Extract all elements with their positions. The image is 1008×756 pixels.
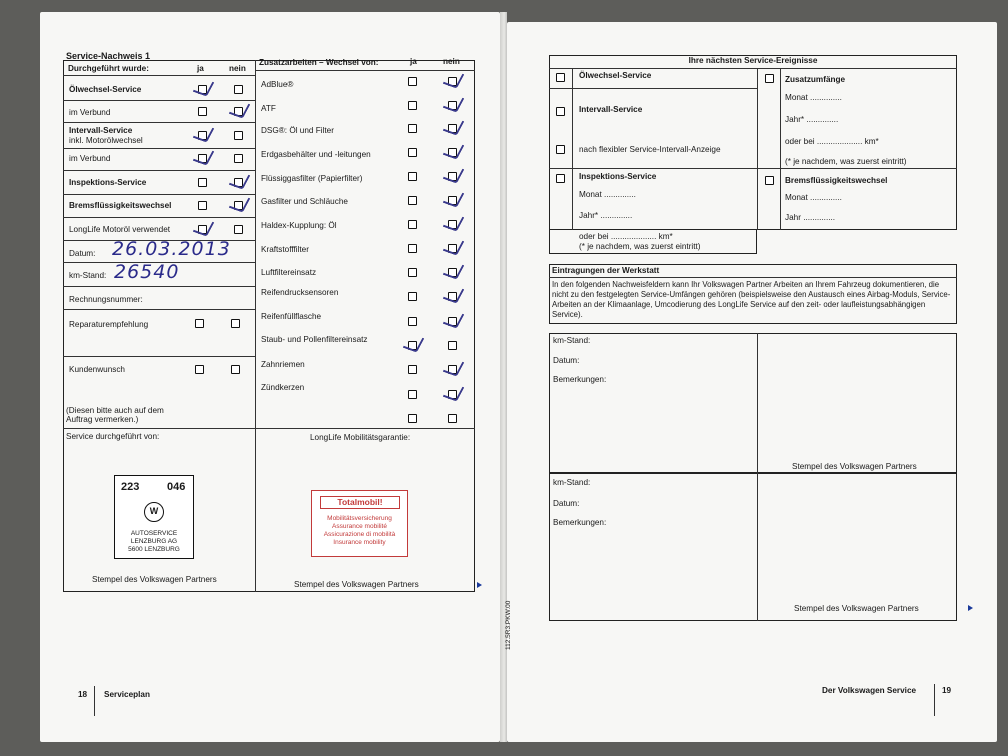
gasfilter-nein-checkbox[interactable] [448,196,457,205]
zusatz-checkbox[interactable] [765,74,774,83]
right-footer-text: Der Volkswagen Service [822,686,917,695]
row-brake-fluid: Bremsflüssigkeitswechsel [69,201,172,210]
stamp-num2: 046 [167,481,186,493]
extra-gasfilter: Gasfilter und Schläuche [261,197,348,206]
totalmobil-title: Totalmobil! [320,496,400,509]
zusatz-jahr: Jahr* .............. [785,115,839,124]
insp-note: (* je nachdem, was zuerst eintritt) [579,242,701,251]
km-label: km-Stand: [69,271,107,280]
extra-dsg: DSG®: Öl und Filter [261,126,334,135]
inspection-ext-box [549,230,757,254]
zusatz-note: (* je nachdem, was zuerst eintritt) [785,157,907,166]
row-interval-sub: inkl. Motorölwechsel [69,136,143,145]
zusatz-label: Zusatzumfänge [785,75,846,84]
brems-jahr: Jahr .............. [785,213,836,222]
brems-next-checkbox[interactable] [765,176,774,185]
row-longlife-oil: LongLife Motoröl verwendet [69,225,171,234]
brems-next-label: Bremsflüssigkeitswechsel [785,176,888,185]
next-service-header: Ihre nächsten Service-Ereignisse [688,56,818,65]
record-box-1 [549,333,957,473]
zusatz-monat: Monat .............. [785,93,842,102]
reparatur-ja-checkbox[interactable] [195,319,204,328]
record2-datum: Datum: [553,499,580,508]
row-interval-service: Intervall-Service [69,126,133,135]
longlife-guarantee-label: LongLife Mobilitätsgarantie: [310,433,411,442]
interval-next-label: Intervall-Service [579,105,643,114]
verbund1-nein-checkbox[interactable] [234,107,243,116]
atf-nein-checkbox[interactable] [448,101,457,110]
service-by-label: Service durchgeführt von: [66,432,160,441]
extra-atf: ATF [261,104,276,113]
extra-pollenfilter: Staub- und Pollenfiltereinsatz [261,335,368,344]
inspection-next-checkbox[interactable] [556,174,565,183]
brake-nein-checkbox[interactable] [234,201,243,210]
red-stamp-line4: Insurance mobility [333,539,386,546]
haldex-ja-checkbox[interactable] [408,220,417,229]
inspection-nein-checkbox[interactable] [234,178,243,187]
red-stamp-line1: Mobilitätsversicherung [327,515,392,522]
insp-monat: Monat .............. [579,190,636,199]
interval-ja-checkbox[interactable] [198,131,207,140]
right-page-number: 19 [942,686,952,695]
luftfilter-ja-checkbox[interactable] [408,268,417,277]
row-im-verbund-2: im Verbund [69,154,111,163]
gasfilter-ja-checkbox[interactable] [408,196,417,205]
longlife-nein-checkbox[interactable] [234,225,243,234]
extra-adblue: AdBlue® [261,80,294,89]
stamp-line3: 5600 LENZBURG [128,546,180,553]
row-im-verbund-1: im Verbund [69,108,111,117]
kunden-ja-checkbox[interactable] [195,365,204,374]
eintragungen-title: Eintragungen der Werkstatt [552,266,660,275]
fluessiggas-nein-checkbox[interactable] [448,172,457,181]
stamp-num1: 223 [121,481,140,493]
extra-kraftstoff: Kraftstofffilter [261,245,309,254]
atf-ja-checkbox[interactable] [408,101,417,110]
brake-ja-checkbox[interactable] [198,201,207,210]
oil-next-checkbox[interactable] [556,73,565,82]
zahnriemen-ja-checkbox[interactable] [408,365,417,374]
oil-service-nein-checkbox[interactable] [234,85,243,94]
inspection-ja-checkbox[interactable] [198,178,207,187]
red-stamp-line3: Assicurazione di mobilità [323,531,396,538]
adblue-ja-checkbox[interactable] [408,77,417,86]
extra-haldex: Haldex-Kupplung: Öl [261,221,337,230]
col-ja-2: ja [410,57,417,66]
left-title: Service-Nachweis 1 [66,51,151,61]
vw-logo-icon: W [144,502,164,522]
verbund2-nein-checkbox[interactable] [234,154,243,163]
side-code: 112.5R3.PKW.00 [505,600,512,650]
oil-service-ja-checkbox[interactable] [198,85,207,94]
continue-arrow-icon-right [968,605,973,611]
extra-luftfilter: Luftfiltereinsatz [261,268,317,277]
pollenfilter-ja-checkbox[interactable] [408,341,417,350]
adblue-nein-checkbox[interactable] [448,77,457,86]
reparatur-nein-checkbox[interactable] [231,319,240,328]
rechnung-label: Rechnungsnummer: [69,295,143,304]
verbund2-ja-checkbox[interactable] [198,154,207,163]
empty-nein-checkbox[interactable] [448,414,457,423]
next-service-box [549,55,957,230]
col-ja: ja [197,64,204,73]
kraftstoff-ja-checkbox[interactable] [408,244,417,253]
stamp-name: AUTOSERVICE [130,530,178,537]
row-oil-service: Ölwechsel-Service [69,85,142,94]
brems-monat: Monat .............. [785,193,842,202]
luftfilter-nein-checkbox[interactable] [448,268,457,277]
stamp-line2: LENZBURG AG [130,538,178,545]
eintragungen-text: In den folgenden Nachweisfeldern kann Ihr Volkswagen Partner Arbeiten an Ihrem Fahrzeug dokumentieren, die nicht zu den festgelegten Service-Umfängen gehören (beispielsweise den Austausch eines Airbag-Moduls, Service-Arbeiten an der Klimaanlage, Umcodierung des LongLife Service auf den zeit- oder laufleistungsabhängigen Service). [552,280,951,319]
stamp-partner-label-2: Stempel des Volkswagen Partners [294,580,419,589]
oil-next-label: Ölwechsel-Service [579,71,652,80]
record1-datum: Datum: [553,356,580,365]
dsg-ja-checkbox[interactable] [408,124,417,133]
interval-nein-checkbox[interactable] [234,131,243,140]
insp-jahr: Jahr* .............. [579,211,633,220]
record1-km: km-Stand: [553,336,591,345]
red-stamp-line2: Assurance mobilité [332,523,387,530]
zuendkerzen-nein-checkbox[interactable] [448,390,457,399]
erdgas-ja-checkbox[interactable] [408,148,417,157]
reparatur-label: Reparaturempfehlung [69,320,149,329]
left-footer-text: Serviceplan [104,690,150,699]
continue-arrow-icon [477,582,482,588]
col-performed: Durchgeführt wurde: [68,64,149,73]
col-nein-2: nein [443,57,460,66]
kraftstoff-nein-checkbox[interactable] [448,244,457,253]
zahnriemen-nein-checkbox[interactable] [448,365,457,374]
fluessiggas-ja-checkbox[interactable] [408,172,417,181]
extra-zahnriemen: Zahnriemen [261,360,305,369]
reifenfuell-ja-checkbox[interactable] [408,317,417,326]
kunden-nein-checkbox[interactable] [231,365,240,374]
verbund1-ja-checkbox[interactable] [198,107,207,116]
dealer-stamp [114,475,194,559]
record1-stempel: Stempel des Volkswagen Partners [792,462,917,471]
col-nein: nein [229,64,246,73]
datum-value: 26.03.2013 [112,238,231,260]
erdgas-nein-checkbox[interactable] [448,148,457,157]
empty-ja-checkbox[interactable] [408,414,417,423]
row-inspection: Inspektions-Service [69,178,147,187]
datum-label: Datum: [69,249,96,258]
reifenfuell-nein-checkbox[interactable] [448,317,457,326]
totalmobil-stamp [311,490,408,557]
record1-bemerkungen: Bemerkungen: [553,375,607,384]
insp-oder: oder bei .................... km* [579,232,673,241]
extra-fluessiggas: Flüssiggasfilter (Papierfilter) [261,174,363,183]
interval-next-checkbox[interactable] [556,107,565,116]
inspection-next-label: Inspektions-Service [579,172,657,181]
zuendkerzen-ja-checkbox[interactable] [408,390,417,399]
stamp-partner-label: Stempel des Volkswagen Partners [92,575,217,584]
longlife-ja-checkbox[interactable] [198,225,207,234]
extra-reifenfuell: Reifenfüllflasche [261,312,322,321]
extra-title: Zusatzarbeiten – Wechsel von: [259,58,379,67]
dsg-nein-checkbox[interactable] [448,124,457,133]
extra-zuendkerzen: Zündkerzen [261,383,305,392]
reifendruck-ja-checkbox[interactable] [408,292,417,301]
flex-next-label: nach flexibler Service-Intervall-Anzeige [579,145,721,154]
left-page-number: 18 [78,690,88,699]
flex-next-checkbox[interactable] [556,145,565,154]
record2-km: km-Stand: [553,478,591,487]
extra-erdgas: Erdgasbehälter und -leitungen [261,150,371,159]
pollenfilter-nein-checkbox[interactable] [448,341,457,350]
diesen-note: (Diesen bitte auch auf dem Auftrag vermerken.) [66,406,164,425]
reifendruck-nein-checkbox[interactable] [448,292,457,301]
record-box-2 [549,473,957,621]
zusatz-oder: oder bei .................... km* [785,137,879,146]
km-value: 26540 [114,261,180,283]
haldex-nein-checkbox[interactable] [448,220,457,229]
kunden-label: Kundenwunsch [69,365,125,374]
record2-stempel: Stempel des Volkswagen Partners [794,604,919,613]
record2-bemerkungen: Bemerkungen: [553,518,607,527]
extra-reifendruck: Reifendrucksensoren [261,288,339,297]
